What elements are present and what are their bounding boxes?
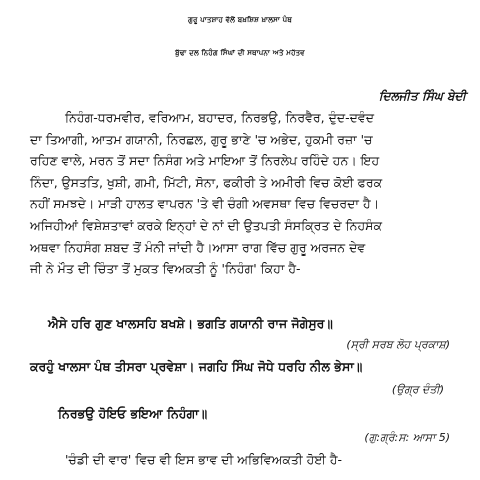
verse-quote-3: ਨਿਰਭਉ ਹੋਇਓ ਭਇਆ ਨਿਹੰਗਾ॥ xyxy=(58,406,208,421)
paragraph-line: 'ਚੰਡੀ ਦੀ ਵਾਰ' ਵਿਚ ਵੀ ਇਸ ਭਾਵ ਦੀ ਅਭਿਵਿਅਕਤੀ ਹੋਈ ਹੈ- xyxy=(65,452,343,467)
verse-source-3: (ਗੁ:ਗ੍ਰੰ:ਸ: ਆਸਾ 5) xyxy=(364,431,450,444)
paragraph-line: ਨਿਹੰਗ-ਧਰਮਵੀਰ, ਵਰਿਆਮ, ਬਹਾਦਰ, ਨਿਰਭਉ, ਨਿਰਵੈਰ, ਦੁੰਦ-ਦਵੰਦ xyxy=(65,110,375,125)
verse-source-1: (ਸ੍ਰੀ ਸਰਬ ਲੋਹ ਪ੍ਰਕਾਸ਼) xyxy=(346,338,450,351)
body-paragraph xyxy=(30,107,460,280)
verse-quote-1: ਐਸੇ ਹਰਿ ਗੁਣ ਖਾਲਸਹਿ ਬਖਸ਼ੇ। ਭਗਤਿ ਗਯਾਨੀ ਰਾਜ ਜੋਗੇਸੁਰ॥ xyxy=(48,316,333,331)
verse-quote-2: ਕਰਹੁੰ ਖਾਲਸਾ ਪੰਥ ਤੀਸਰਾ ਪ੍ਰਵੇਸ਼ਾ। ਜਗਹਿ ਸਿੰਘ ਜੋਧੇ ਧਰਹਿ ਨੀਲ ਭੇਸਾ॥ xyxy=(30,359,363,374)
paragraph-line: ਜੀ ਨੇ ਮੌਤ ਦੀ ਚਿੰਤਾ ਤੋਂ ਮੁਕਤ ਵਿਅਕਤੀ ਨੂੰ 'ਨਿਹੰਗ' ਕਿਹਾ ਹੈ- xyxy=(30,261,301,277)
verse-source-2: (ਉਗ੍ਰ ਦੰਤੀ) xyxy=(391,383,444,396)
paragraph-line: ਅਥਵਾ ਨਿਹਸੰਗ ਸ਼ਬਦ ਤੋਂ ਮੰਨੀ ਜਾਂਦੀ ਹੈ।ਆਸਾ ਰਾਗ ਵਿੱਚ ਗੁਰੂ ਅਰਜਨ ਦੇਵ xyxy=(30,239,366,255)
paragraph-line: ਰਹਿਣ ਵਾਲੇ, ਮਰਨ ਤੋਂ ਸਦਾ ਨਿਸੰਗ ਅਤੇ ਮਾਇਆ ਤੋਂ ਨਿਰਲੇਪ ਰਹਿੰਦੇ ਹਨ। ਇਹ xyxy=(30,153,380,169)
paragraph-line: ਅਜਿਹੀਆਂ ਵਿਸ਼ੇਸ਼ਤਾਵਾਂ ਕਰਕੇ ਇਨ੍ਹਾਂ ਦੇ ਨਾਂ ਦੀ ਉਤਪਤੀ ਸੰਸਕ੍ਰਿਤ ਦੇ ਨਿਹਸੰਕ xyxy=(30,217,382,233)
author-name: ਦਿਲਜੀਤ ਸਿੰਘ ਬੇਦੀ xyxy=(378,89,466,103)
title-line-1: ਗੁਰੂ ਪਾਤਸ਼ਾਹ ਵੱਲੋਂ ਬਖ਼ਸ਼ਿਸ਼ ਖ਼ਾਲਸਾ ਪੰਥ xyxy=(187,16,293,24)
closing-paragraph xyxy=(30,449,460,471)
title-line-2: ਬੁੱਢਾ ਦਲ ਨਿਹੰਗ ਸਿੰਘਾਂ ਦੀ ਸਥਾਪਨਾ ਅਤੇ ਮਹੱਤਵ xyxy=(175,49,305,57)
paragraph-line: ਨਿੰਦਾ, ਉਸਤਤਿ, ਖੁਸ਼ੀ, ਗਮੀ, ਮਿੱਟੀ, ਸੋਨਾ, ਫਕੀਰੀ ਤੇ ਅਮੀਰੀ ਵਿਚ ਕੋਈ ਫਰਕ xyxy=(30,174,383,190)
paragraph-line: ਦਾ ਤਿਆਗੀ, ਆਤਮ ਗਯਾਨੀ, ਨਿਰਛਲ, ਗੁਰੂ ਭਾਣੇ 'ਚ ਅਭੇਦ, ਹੁਕਮੀ ਰਜ਼ਾ 'ਚ xyxy=(30,131,373,147)
paragraph-line: ਨਹੀਂ ਸਮਝਦੇ। ਮਾੜੀ ਹਾਲਤ ਵਾਪਰਨ 'ਤੇ ਵੀ ਚੰਗੀ ਅਵਸਥਾ ਵਿਚ ਵਿਚਰਦਾ ਹੈ। xyxy=(30,196,380,212)
